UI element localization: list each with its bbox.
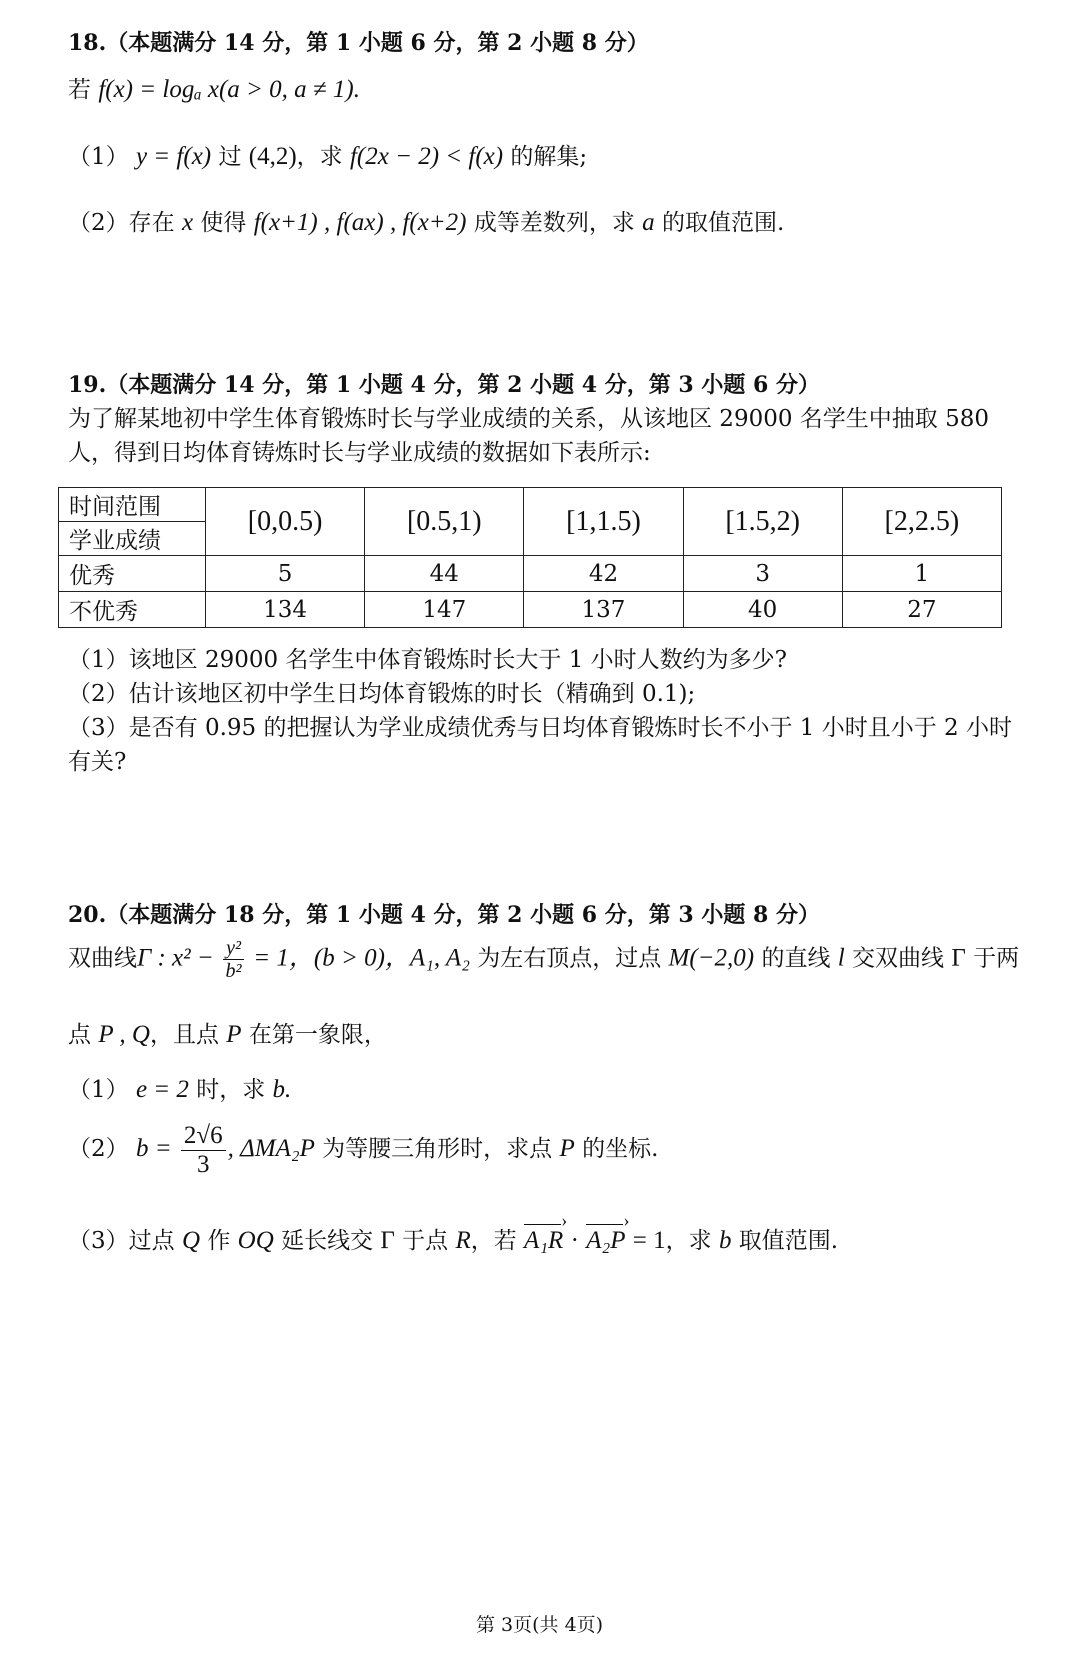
q18-p1-e: f(2x − 2) < f(x)	[349, 143, 504, 170]
q20-stem-a: 双曲线	[68, 945, 137, 972]
table-corner-top: 时间范围	[59, 488, 206, 522]
q20-p1-c: b.	[272, 1076, 292, 1103]
q18-p2-d: f(x+1) , f(ax) , f(x+2)	[253, 209, 467, 236]
q20-stem-line2	[68, 1016, 387, 1049]
q20-p2-fraction-denominator: 3	[197, 1150, 210, 1178]
q20-stem-i: Γ	[951, 944, 966, 972]
q19-part1: （1）该地区 29000 名学生中体育锻炼时长大于 1 小时人数约为多少?	[68, 647, 788, 673]
q20-stem-c: = 1，(b > 0)，A₁, A₂	[253, 944, 470, 972]
q18-stem-prefix: 若	[68, 77, 91, 103]
q20-p2-fraction	[181, 1122, 226, 1178]
q20-stem2-d: P	[226, 1021, 242, 1048]
q20-p3-a: 过点	[128, 1228, 175, 1254]
q20-stem-j: 于两	[973, 945, 1020, 972]
q20-stem2-c: ，且点	[149, 1022, 219, 1048]
q19-data-table	[58, 487, 1002, 628]
q20-vector-a2p: A₂P ›	[586, 1227, 625, 1255]
table-interval-header: [0.5,1)	[365, 488, 524, 556]
q18-p2-g: 的取值范围.	[661, 210, 785, 236]
q20-part2	[68, 1122, 658, 1178]
q20-stem-d: 为左右顶点，过点	[477, 945, 662, 972]
table-row-label: 不优秀	[59, 592, 206, 628]
q20-fraction	[223, 937, 244, 982]
table-cell: 27	[842, 592, 1001, 628]
q20-p2-num: （2）	[68, 1136, 129, 1162]
q20-dot: ·	[570, 1227, 579, 1254]
q20-p3-m: 取值范围.	[738, 1228, 839, 1254]
q20-p2-b: , ΔMA₂P	[227, 1135, 315, 1162]
q20-vector-a1r: A₁R ›	[524, 1227, 563, 1255]
q18-stem	[68, 71, 360, 104]
table-interval-header: [1.5,2)	[683, 488, 842, 556]
table-interval-header: [0,0.5)	[206, 488, 365, 556]
table-cell: 5	[206, 556, 365, 592]
q20-part1	[68, 1071, 291, 1104]
q20-stem-f: 的直线	[761, 945, 831, 972]
q18-part2	[68, 204, 784, 237]
q20-p3-e: 延长线交	[281, 1228, 374, 1254]
q19-part3-line2: 有关?	[68, 749, 127, 775]
q20-p1-a: e = 2	[135, 1076, 189, 1103]
q20-p2-e: 的坐标.	[582, 1136, 659, 1162]
q20-stem-e: M(−2,0)	[668, 944, 755, 972]
q20-p3-b: Q	[181, 1227, 201, 1254]
q18-p2-b: x	[181, 209, 194, 236]
q18-p1-d: ，求	[296, 144, 343, 170]
q19-header: 19.（本题满分 14 分，第 1 小题 4 分，第 2 小题 4 分，第 3 小题 6 分）	[68, 372, 820, 398]
q18-p2-a: 存在	[128, 210, 175, 236]
q19-stem-line1: 为了解某地初中学生体育锻炼时长与学业成绩的关系，从该地区 29000 名学生中抽取 580	[68, 406, 989, 432]
q20-p2-a: b =	[135, 1135, 172, 1162]
q18-p2-num: （2）	[68, 210, 129, 236]
q20-p3-d: OQ	[237, 1227, 274, 1254]
q19-part2: （2）估计该地区初中学生日均体育锻炼的时长（精确到 0.1);	[68, 681, 696, 707]
q20-p1-b: 时，求	[196, 1077, 266, 1103]
q20-stem-h: 交双曲线	[852, 945, 945, 972]
q18-stem-math: f(x) = logₐ x(a > 0, a ≠ 1).	[98, 76, 360, 103]
table-row	[59, 556, 1002, 592]
q20-p3-num: （3）	[68, 1228, 129, 1254]
q19-stem-line2: 人，得到日均体育铸炼时长与学业成绩的数据如下表所示:	[68, 440, 651, 466]
q20-stem-g: l	[837, 944, 845, 972]
q20-p3-g: 于点	[402, 1228, 449, 1254]
q19-part3-line1: （3）是否有 0.95 的把握认为学业成绩优秀与日均体育锻炼时长不小于 1 小时且小于 2 小时	[68, 715, 1012, 741]
q20-p3-i: ，若	[470, 1228, 517, 1254]
q18-p1-f: 的解集;	[510, 144, 588, 170]
q18-p1-a: y = f(x)	[135, 143, 212, 170]
q20-stem-b: Γ : x² −	[137, 944, 214, 972]
table-cell: 137	[524, 592, 683, 628]
q20-stem2-a: 点	[68, 1022, 91, 1048]
q20-p3-k: ，求	[665, 1228, 712, 1254]
q18-p2-f: a	[642, 209, 655, 236]
table-interval-header: [2,2.5)	[842, 488, 1001, 556]
table-cell: 3	[683, 556, 842, 592]
q20-p3-j: = 1	[632, 1227, 666, 1254]
q20-fraction-numerator: y²	[223, 937, 244, 960]
q20-p3-h: R	[455, 1227, 471, 1254]
table-corner-bottom: 学业成绩	[59, 522, 206, 556]
q20-p2-fraction-numerator: 2√6	[181, 1122, 226, 1151]
table-cell: 134	[206, 592, 365, 628]
q18-p1-c: (4,2)	[248, 143, 297, 170]
table-cell: 1	[842, 556, 1001, 592]
q20-p2-c: 为等腰三角形时，求点	[322, 1136, 553, 1162]
q20-p1-num: （1）	[68, 1077, 129, 1103]
q18-part1	[68, 138, 587, 171]
q20-stem	[68, 937, 1019, 982]
q18-p2-c: 使得	[200, 210, 247, 236]
q20-p3-c: 作	[207, 1228, 231, 1254]
q20-stem2-e: 在第一象限，	[248, 1022, 387, 1048]
table-interval-header: [1,1.5)	[524, 488, 683, 556]
page-footer: 第 3页(共 4页)	[476, 1614, 604, 1636]
q20-p3-l: b	[718, 1227, 732, 1254]
table-cell: 40	[683, 592, 842, 628]
table-cell: 44	[365, 556, 524, 592]
table-cell: 147	[365, 592, 524, 628]
table-row	[59, 592, 1002, 628]
q20-header: 20.（本题满分 18 分，第 1 小题 4 分，第 2 小题 6 分，第 3 小题 8 分）	[68, 902, 820, 928]
q20-fraction-denominator: b²	[225, 960, 242, 982]
q20-p2-d: P	[559, 1135, 575, 1162]
q18-p2-e: 成等差数列，求	[473, 210, 635, 236]
table-cell: 42	[524, 556, 683, 592]
table-row-label: 优秀	[59, 556, 206, 592]
q18-p1-num: （1）	[68, 144, 129, 170]
q20-p3-f: Γ	[380, 1227, 395, 1254]
q18-header: 18.（本题满分 14 分，第 1 小题 6 分，第 2 小题 8 分）	[68, 30, 649, 56]
q20-part3	[68, 1222, 838, 1255]
q20-stem2-b: P , Q	[98, 1021, 150, 1048]
q18-p1-b: 过	[218, 144, 242, 170]
